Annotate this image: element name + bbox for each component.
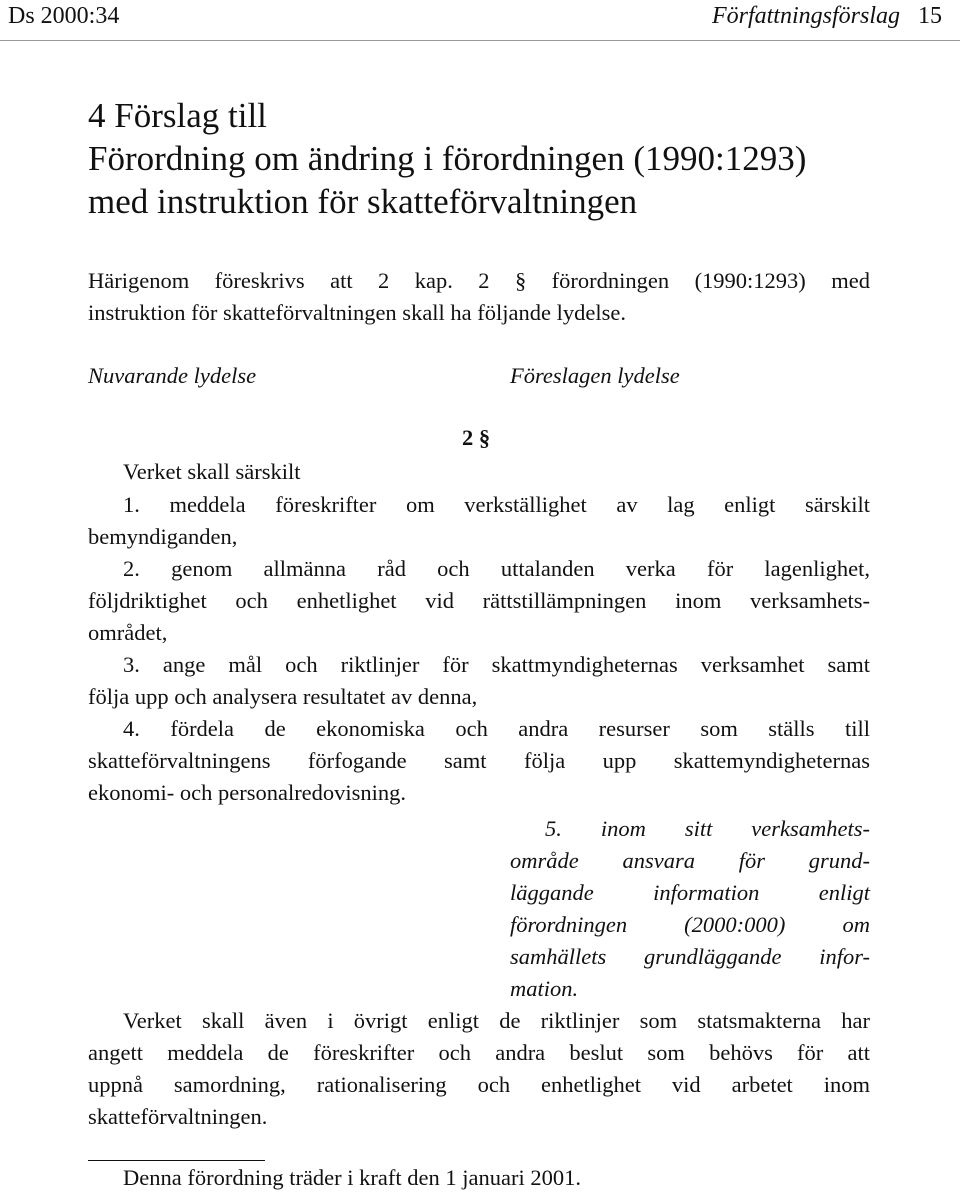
footnote-rule	[88, 1160, 265, 1161]
closing-paragraph	[88, 1005, 870, 1133]
list-item-line: bemyndiganden,	[88, 524, 238, 549]
document-title	[88, 94, 908, 223]
footnote: Denna förordning träder i kraft den 1 januari 2001.	[123, 1165, 581, 1190]
intro-line: Härigenom föreskrivs att 2 kap. 2 § förordningen (1990:1293) med	[88, 268, 870, 293]
list-item-line: följa upp och analysera resultatet av denna,	[88, 684, 478, 709]
header-rule	[0, 40, 960, 41]
proposed-item-line: 5. inom sitt verksamhets-	[545, 816, 870, 841]
proposed-item-line: samhällets grundläggande infor-	[510, 944, 870, 969]
column-heading-proposed: Föreslagen lydelse	[510, 363, 680, 388]
proposed-item-line: mation.	[510, 976, 579, 1001]
header-section-title: Författningsförslag	[711, 3, 900, 29]
list-item-line: 3. ange mål och riktlinjer för skattmyndigheternas verksamhet samt	[123, 652, 870, 677]
header-section	[712, 2, 942, 30]
closing-line: skatteförvaltningen.	[88, 1104, 268, 1129]
list-item-line: ekonomi- och personalredovisning.	[88, 780, 407, 805]
intro-paragraph	[88, 265, 870, 329]
header-doc-id: Ds 2000:34	[8, 3, 120, 29]
page-number: 15	[918, 3, 942, 29]
item-list	[88, 489, 870, 809]
intro-line: instruktion för skatteförvaltningen skall ha följande lydelse.	[88, 300, 626, 325]
list-item-line: 1. meddela föreskrifter om verkställighet av lag enligt särskilt	[123, 492, 870, 517]
list-item-line: 4. fördela de ekonomiska och andra resurser som ställs till	[123, 716, 870, 741]
column-heading-current: Nuvarande lydelse	[88, 363, 257, 388]
list-item-line: skatteförvaltningens förfogande samt följa upp skattemyndigheternas	[88, 748, 870, 773]
proposed-item-line: område ansvara för grund-	[510, 848, 870, 873]
list-item-line: 2. genom allmänna råd och uttalanden verka för lagenlighet,	[123, 556, 870, 581]
title-line: Förordning om ändring i förordningen (1990:1293)	[88, 139, 807, 178]
proposed-item	[510, 813, 870, 1005]
proposed-item-line: förordningen (2000:000) om	[510, 912, 870, 937]
title-line: 4 Förslag till	[88, 96, 267, 135]
closing-line: angett meddela de föreskrifter och andra beslut som behövs för att	[88, 1040, 870, 1065]
title-line: med instruktion för skatteförvaltningen	[88, 182, 638, 221]
lead-sentence: Verket skall särskilt	[123, 459, 301, 484]
list-item-line: följdriktighet och enhetlighet vid rättstillämpningen inom verksamhets-	[88, 588, 870, 613]
section-mark: 2 §	[462, 425, 491, 450]
proposed-item-line: läggande information enligt	[510, 880, 870, 905]
list-item-line: området,	[88, 620, 168, 645]
closing-line: uppnå samordning, rationalisering och enhetlighet vid arbetet inom	[88, 1072, 870, 1097]
closing-line: Verket skall även i övrigt enligt de riktlinjer som statsmakterna har	[123, 1008, 870, 1033]
